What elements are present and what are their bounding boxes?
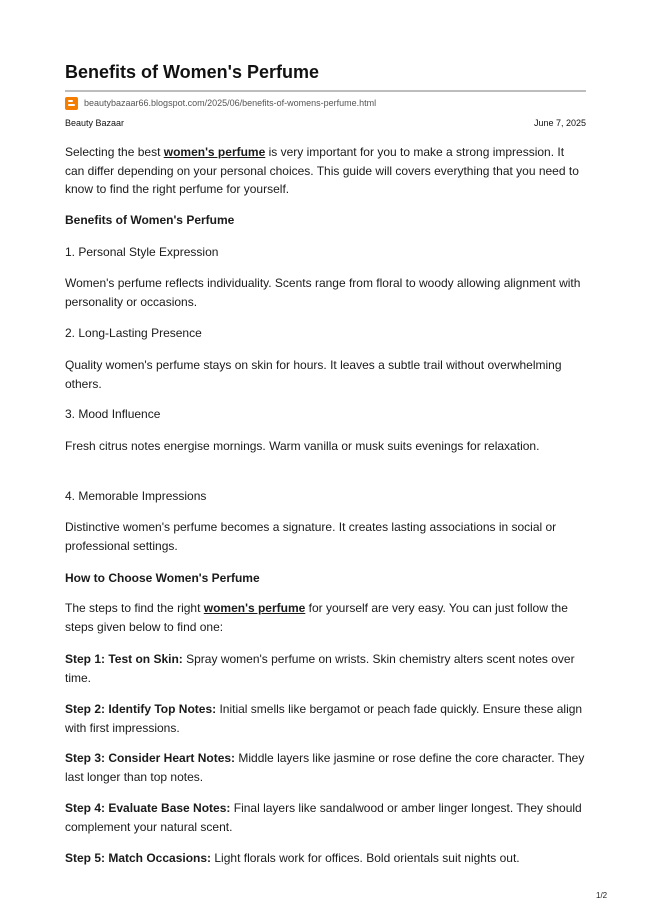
step-1: [65, 650, 586, 687]
step-1-text: Spray women's perfume on wrists. Skin chemistry alters scent notes over time.: [65, 652, 575, 685]
benefit-title-3: 3. Mood Influence: [65, 407, 161, 421]
benefit-text-4: Distinctive women's perfume becomes a signature. It creates lasting associations in social or professional settings.: [65, 520, 557, 553]
benefit-text-1: Women's perfume reflects individuality. Scents range from floral to woody allowing alignment with personality or occasions.: [65, 276, 581, 309]
step-2: [65, 700, 586, 737]
author-name: Beauty Bazaar: [65, 118, 125, 128]
step-3: [65, 749, 586, 786]
womens-perfume-link[interactable]: women's perfume: [163, 145, 266, 159]
benefit-text-3: Fresh citrus notes energise mornings. Warm vanilla or musk suits evenings for relaxation.: [65, 439, 540, 453]
benefit-title-4: 4. Memorable Impressions: [65, 489, 207, 503]
step-4-label: Step 4: Evaluate Base Notes:: [65, 801, 231, 815]
womens-perfume-link-2[interactable]: women's perfume: [203, 601, 306, 615]
source-url[interactable]: beautybazaar66.blogspot.com/2025/06/benefits-of-womens-perfume.html: [84, 98, 377, 108]
step-5: [65, 849, 586, 868]
step-5-text: Light florals work for offices. Bold orientals suit nights out.: [211, 851, 520, 865]
step-4-text: Final layers like sandalwood or amber linger longest. They should complement your natural scent.: [65, 801, 582, 834]
benefits-heading: Benefits of Women's Perfume: [65, 213, 235, 227]
step-3-label: Step 3: Consider Heart Notes:: [65, 751, 236, 765]
benefit-title-1: 1. Personal Style Expression: [65, 245, 219, 259]
page-title: Benefits of Women's Perfume: [65, 62, 319, 82]
intro-paragraph: [65, 143, 586, 199]
howto-intro-before: The steps to find the right: [65, 601, 204, 615]
howto-heading: How to Choose Women's Perfume: [65, 571, 260, 585]
howto-intro-after: for yourself are very easy. You can just follow the steps given below to find one:: [65, 601, 568, 634]
title-divider: [65, 90, 586, 92]
blogger-icon: [65, 97, 78, 110]
step-4: [65, 799, 586, 836]
publish-date: June 7, 2025: [533, 118, 586, 128]
intro-text-before: Selecting the best: [65, 145, 164, 159]
step-1-label: Step 1: Test on Skin:: [65, 652, 183, 666]
benefit-title-2: 2. Long-Lasting Presence: [65, 326, 202, 340]
benefit-text-2: Quality women's perfume stays on skin for hours. It leaves a subtle trail without overwhelming others.: [65, 358, 562, 391]
intro-text-after: is very important for you to make a strong impression. It can differ depending on your personal choices. This guide will covers everything that you need to know to find the right perfume for yourself.: [65, 145, 579, 196]
step-5-label: Step 5: Match Occasions:: [65, 851, 212, 865]
source-url-row: [65, 96, 376, 110]
step-2-text: Initial smells like bergamot or peach fade quickly. Ensure these align with first impressions.: [65, 702, 583, 735]
step-2-label: Step 2: Identify Top Notes:: [65, 702, 217, 716]
step-3-text: Middle layers like jasmine or rose define the core character. They last longer than top notes.: [65, 751, 585, 784]
page-number: 1/2: [596, 891, 608, 900]
howto-intro: [65, 599, 586, 636]
